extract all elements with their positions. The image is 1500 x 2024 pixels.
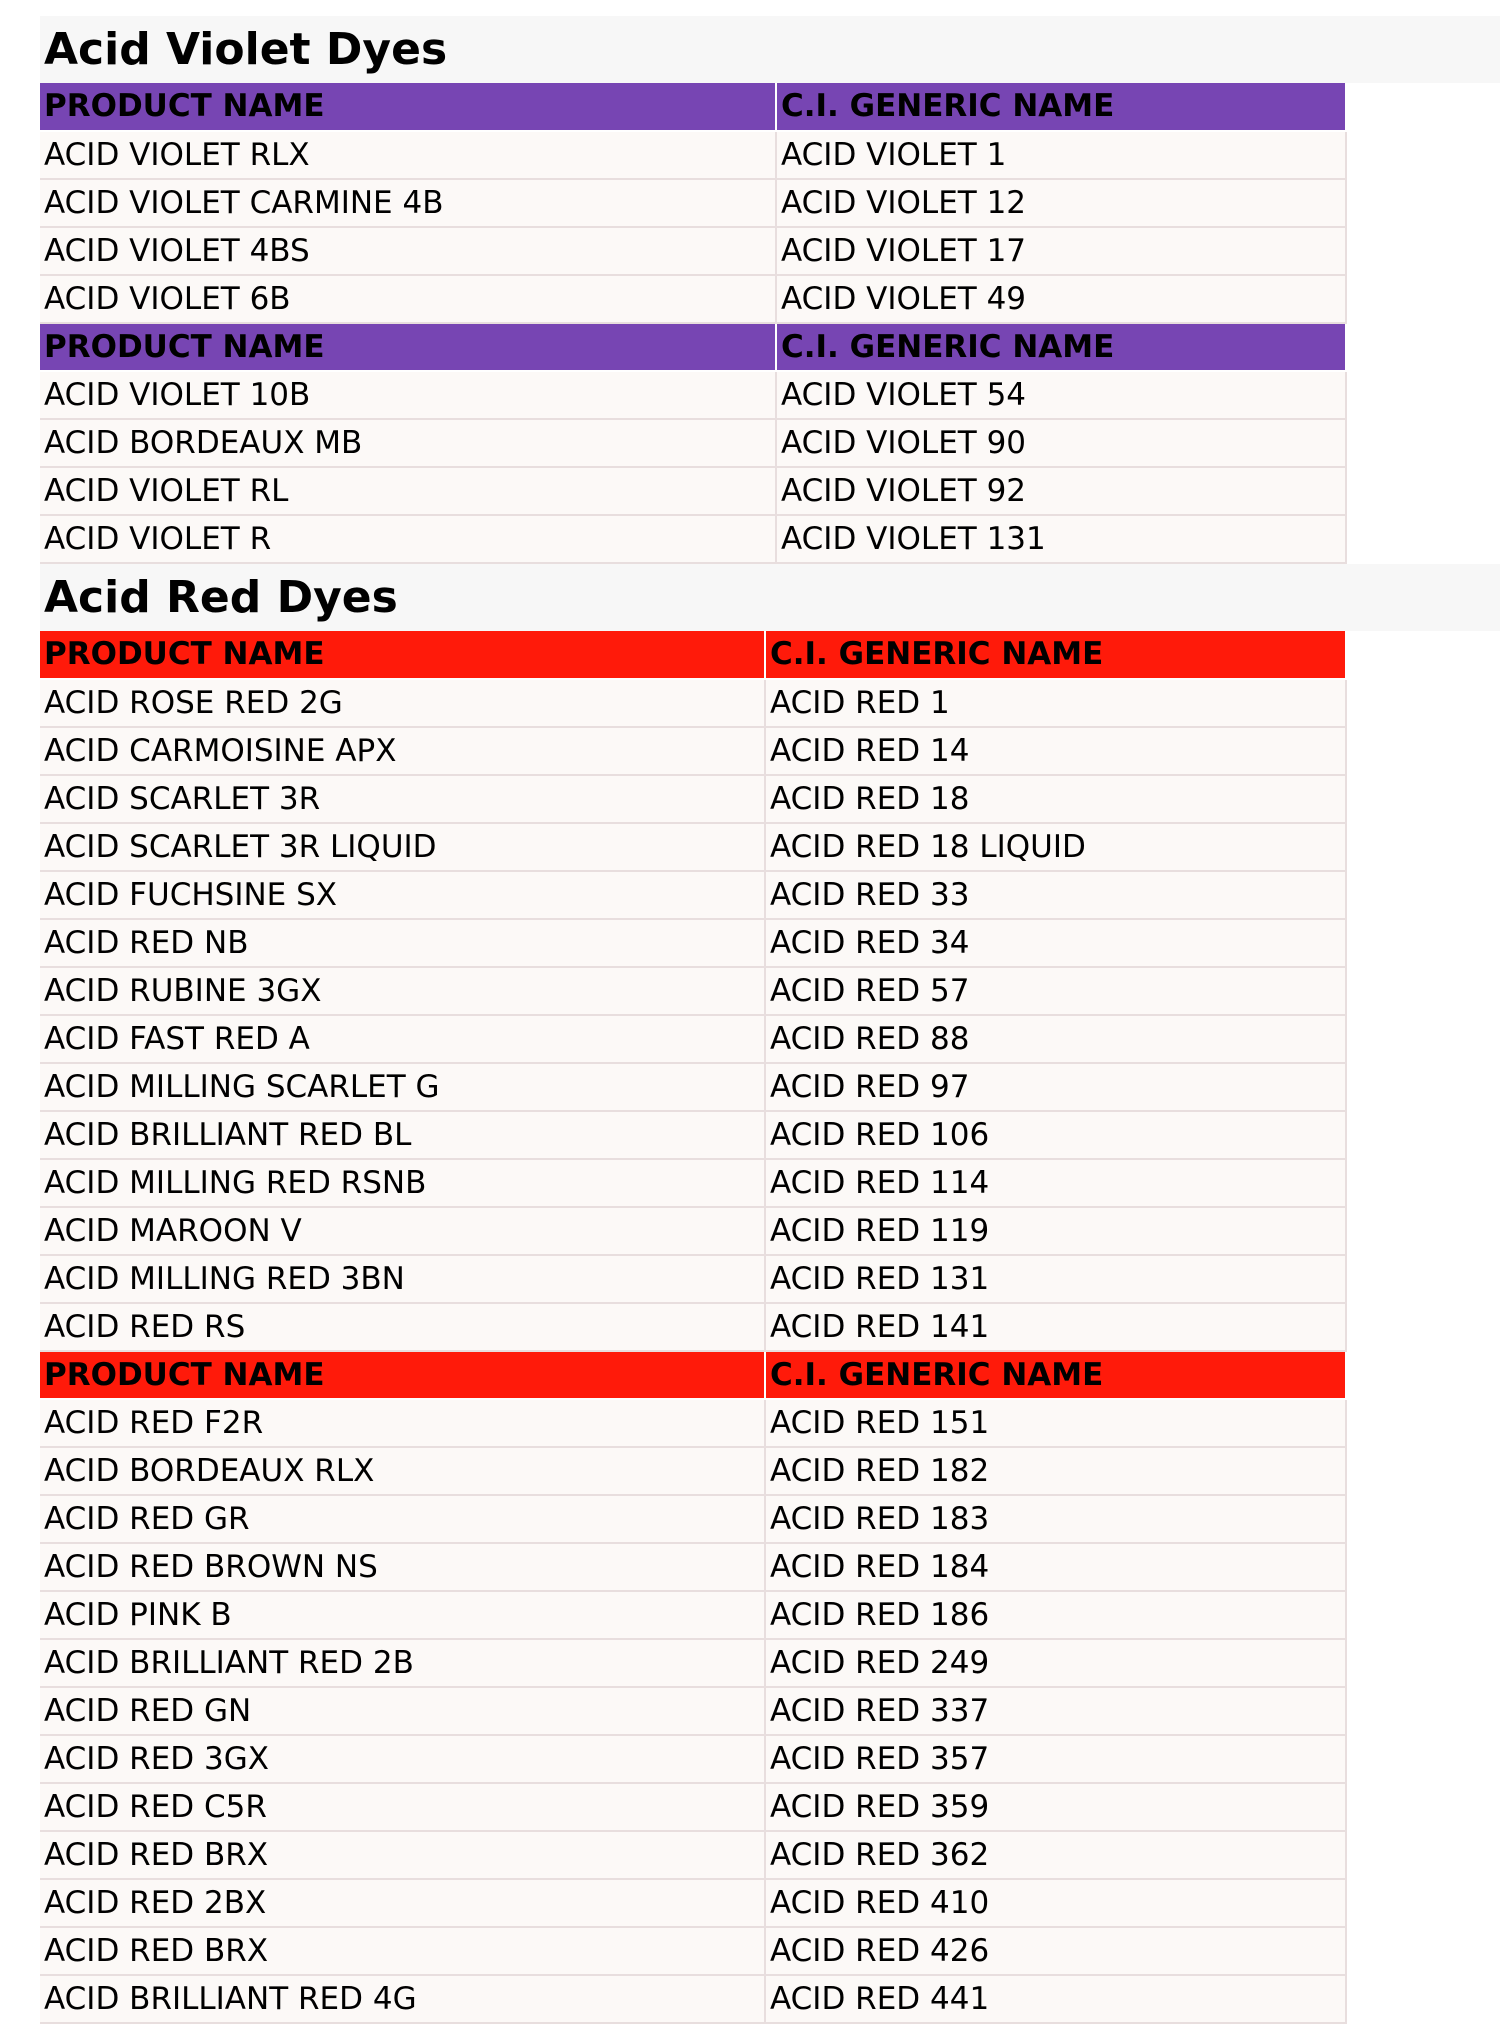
ci-generic-name-cell: ACID VIOLET 90 (776, 419, 1346, 467)
header-ci-generic-name: C.I. GENERIC NAME (765, 631, 1346, 679)
table-row (40, 515, 1346, 563)
ci-generic-name-cell: ACID RED 183 (765, 1495, 1346, 1543)
table-row (40, 179, 1346, 227)
product-name-cell: ACID VIOLET RL (40, 467, 776, 515)
header-product-name: PRODUCT NAME (40, 83, 776, 131)
product-name-cell: ACID RED RS (40, 1303, 765, 1351)
ci-generic-name-cell: ACID RED 410 (765, 1879, 1346, 1927)
table-header-row (40, 631, 1346, 679)
table-row (40, 1399, 1346, 1447)
ci-generic-name-cell: ACID RED 18 (765, 775, 1346, 823)
ci-generic-name-cell: ACID VIOLET 12 (776, 179, 1346, 227)
product-name-cell: ACID RED BRX (40, 1927, 765, 1975)
product-name-cell: ACID BRILLIANT RED BL (40, 1111, 765, 1159)
header-ci-generic-name: C.I. GENERIC NAME (776, 323, 1346, 371)
ci-generic-name-cell: ACID VIOLET 54 (776, 371, 1346, 419)
violet-dye-table (40, 83, 1347, 564)
table-row (40, 1207, 1346, 1255)
product-name-cell: ACID SCARLET 3R LIQUID (40, 823, 765, 871)
ci-generic-name-cell: ACID RED 184 (765, 1543, 1346, 1591)
product-name-cell: ACID RED F2R (40, 1399, 765, 1447)
header-ci-generic-name: C.I. GENERIC NAME (776, 83, 1346, 131)
product-name-cell: ACID RED 2BX (40, 1879, 765, 1927)
table-row (40, 467, 1346, 515)
product-name-cell: ACID MAROON V (40, 1207, 765, 1255)
ci-generic-name-cell: ACID VIOLET 49 (776, 275, 1346, 323)
section-acid-violet (40, 16, 1500, 564)
product-name-cell: ACID RED GN (40, 1687, 765, 1735)
product-name-cell: ACID FUCHSINE SX (40, 871, 765, 919)
table-row (40, 371, 1346, 419)
product-name-cell: ACID MILLING RED 3BN (40, 1255, 765, 1303)
product-name-cell: ACID FAST RED A (40, 1015, 765, 1063)
product-name-cell: ACID VIOLET CARMINE 4B (40, 179, 776, 227)
product-name-cell: ACID VIOLET 4BS (40, 227, 776, 275)
ci-generic-name-cell: ACID RED 141 (765, 1303, 1346, 1351)
product-name-cell: ACID RUBINE 3GX (40, 967, 765, 1015)
table-row (40, 1303, 1346, 1351)
product-name-cell: ACID SCARLET 3R (40, 775, 765, 823)
ci-generic-name-cell: ACID RED 186 (765, 1591, 1346, 1639)
table-row (40, 1735, 1346, 1783)
ci-generic-name-cell: ACID RED 182 (765, 1447, 1346, 1495)
table-row (40, 1591, 1346, 1639)
product-name-cell: ACID BRILLIANT RED 2B (40, 1639, 765, 1687)
red-dye-table (40, 631, 1347, 2024)
table-row (40, 131, 1346, 179)
table-row (40, 1447, 1346, 1495)
ci-generic-name-cell: ACID RED 131 (765, 1255, 1346, 1303)
ci-generic-name-cell: ACID RED 249 (765, 1639, 1346, 1687)
ci-generic-name-cell: ACID RED 151 (765, 1399, 1346, 1447)
product-name-cell: ACID RED GR (40, 1495, 765, 1543)
section-title-violet: Acid Violet Dyes (40, 16, 1500, 83)
page (40, 16, 1500, 2024)
header-ci-generic-name: C.I. GENERIC NAME (765, 1351, 1346, 1399)
table-row (40, 871, 1346, 919)
product-name-cell: ACID VIOLET 6B (40, 275, 776, 323)
ci-generic-name-cell: ACID VIOLET 131 (776, 515, 1346, 563)
table-row (40, 1015, 1346, 1063)
product-name-cell: ACID RED BRX (40, 1831, 765, 1879)
ci-generic-name-cell: ACID RED 441 (765, 1975, 1346, 2023)
ci-generic-name-cell: ACID RED 14 (765, 727, 1346, 775)
ci-generic-name-cell: ACID RED 337 (765, 1687, 1346, 1735)
product-name-cell: ACID PINK B (40, 1591, 765, 1639)
product-name-cell: ACID CARMOISINE APX (40, 727, 765, 775)
ci-generic-name-cell: ACID RED 33 (765, 871, 1346, 919)
product-name-cell: ACID BORDEAUX RLX (40, 1447, 765, 1495)
table-row (40, 1975, 1346, 2023)
product-name-cell: ACID VIOLET 10B (40, 371, 776, 419)
table-row (40, 727, 1346, 775)
ci-generic-name-cell: ACID VIOLET 1 (776, 131, 1346, 179)
table-header-row (40, 83, 1346, 131)
table-header-row (40, 1351, 1346, 1399)
ci-generic-name-cell: ACID RED 106 (765, 1111, 1346, 1159)
product-name-cell: ACID RED 3GX (40, 1735, 765, 1783)
header-product-name: PRODUCT NAME (40, 323, 776, 371)
product-name-cell: ACID MILLING RED RSNB (40, 1159, 765, 1207)
product-name-cell: ACID RED C5R (40, 1783, 765, 1831)
ci-generic-name-cell: ACID RED 426 (765, 1927, 1346, 1975)
ci-generic-name-cell: ACID VIOLET 92 (776, 467, 1346, 515)
table-row (40, 1063, 1346, 1111)
ci-generic-name-cell: ACID RED 34 (765, 919, 1346, 967)
header-product-name: PRODUCT NAME (40, 1351, 765, 1399)
ci-generic-name-cell: ACID RED 18 LIQUID (765, 823, 1346, 871)
table-row (40, 275, 1346, 323)
table-row (40, 919, 1346, 967)
table-row (40, 823, 1346, 871)
table-row (40, 1927, 1346, 1975)
ci-generic-name-cell: ACID RED 119 (765, 1207, 1346, 1255)
ci-generic-name-cell: ACID RED 1 (765, 679, 1346, 727)
ci-generic-name-cell: ACID RED 114 (765, 1159, 1346, 1207)
product-name-cell: ACID VIOLET RLX (40, 131, 776, 179)
table-row (40, 1879, 1346, 1927)
section-acid-red (40, 564, 1500, 2024)
product-name-cell: ACID BORDEAUX MB (40, 419, 776, 467)
table-row (40, 1159, 1346, 1207)
header-product-name: PRODUCT NAME (40, 631, 765, 679)
table-row (40, 419, 1346, 467)
ci-generic-name-cell: ACID RED 97 (765, 1063, 1346, 1111)
ci-generic-name-cell: ACID RED 359 (765, 1783, 1346, 1831)
ci-generic-name-cell: ACID RED 362 (765, 1831, 1346, 1879)
table-row (40, 1831, 1346, 1879)
table-row (40, 1495, 1346, 1543)
product-name-cell: ACID VIOLET R (40, 515, 776, 563)
table-row (40, 1639, 1346, 1687)
table-row (40, 1255, 1346, 1303)
section-title-red: Acid Red Dyes (40, 564, 1500, 631)
ci-generic-name-cell: ACID VIOLET 17 (776, 227, 1346, 275)
table-header-row (40, 323, 1346, 371)
product-name-cell: ACID BRILLIANT RED 4G (40, 1975, 765, 2023)
ci-generic-name-cell: ACID RED 57 (765, 967, 1346, 1015)
table-row (40, 1111, 1346, 1159)
product-name-cell: ACID ROSE RED 2G (40, 679, 765, 727)
table-row (40, 775, 1346, 823)
product-name-cell: ACID RED BROWN NS (40, 1543, 765, 1591)
table-row (40, 1687, 1346, 1735)
table-row (40, 679, 1346, 727)
table-row (40, 227, 1346, 275)
ci-generic-name-cell: ACID RED 357 (765, 1735, 1346, 1783)
ci-generic-name-cell: ACID RED 88 (765, 1015, 1346, 1063)
product-name-cell: ACID RED NB (40, 919, 765, 967)
table-row (40, 967, 1346, 1015)
table-row (40, 1543, 1346, 1591)
table-row (40, 1783, 1346, 1831)
product-name-cell: ACID MILLING SCARLET G (40, 1063, 765, 1111)
